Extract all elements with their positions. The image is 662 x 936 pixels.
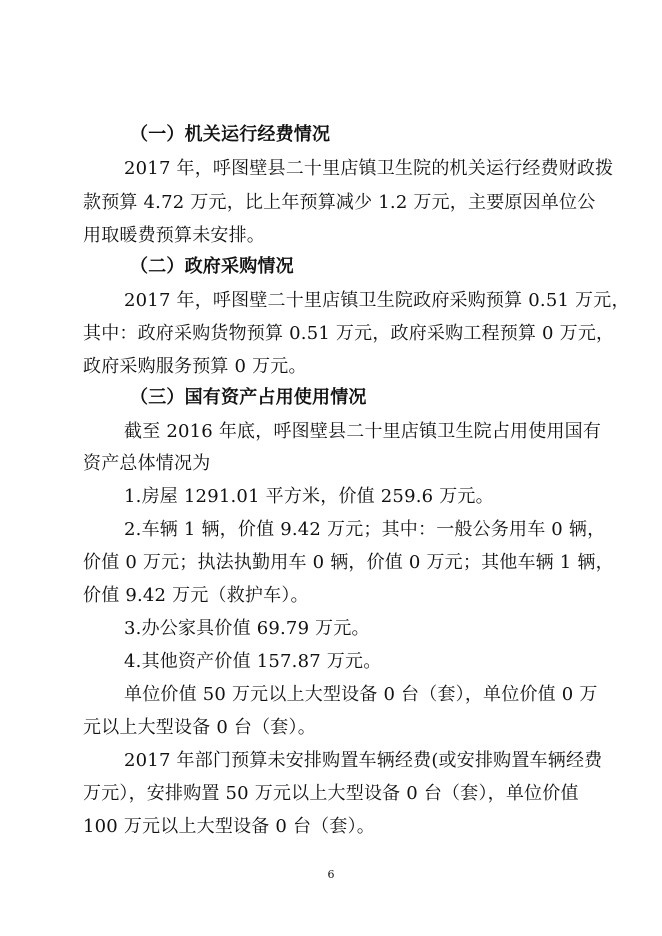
section-heading-1: （一）机关运行经费情况: [130, 124, 331, 145]
text-line: 100 万元以上大型设备 0 台（套）。: [83, 816, 375, 837]
text-line: 其中：政府采购货物预算 0.51 万元，政府采购工程预算 0 万元，: [83, 323, 615, 344]
text-line: 单位价值 50 万元以上大型设备 0 台（套），单位价值 0 万: [124, 684, 598, 705]
text-line: 政府采购服务预算 0 万元。: [83, 356, 307, 377]
text-line: 资产总体情况为: [83, 453, 211, 474]
asset-item-housing: 1.房屋 1291.01 平方米，价值 259.6 万元。: [124, 486, 494, 507]
text-line: 2017 年，呼图壁二十里店镇卫生院政府采购预算 0.51 万元，: [124, 290, 630, 311]
text-line: 元以上大型设备 0 台（套）。: [83, 717, 316, 738]
section-heading-2: （二）政府采购情况: [130, 256, 294, 277]
text-line: 万元），安排购置 50 万元以上大型设备 0 台（套），单位价值: [83, 783, 579, 804]
text-line: 2017 年部门预算未安排购置车辆经费(或安排购置车辆经费: [124, 750, 603, 771]
asset-item-other: 4.其他资产价值 157.87 万元。: [124, 651, 382, 672]
asset-item-vehicles: 2.车辆 1 辆，价值 9.42 万元；其中：一般公务用车 0 辆，: [124, 519, 606, 540]
text-line: 用取暖费预算未安排。: [83, 225, 265, 246]
text-line: 截至 2016 年底，呼图壁县二十里店镇卫生院占用使用国有: [124, 421, 602, 442]
asset-item-furniture: 3.办公家具价值 69.79 万元。: [124, 618, 370, 639]
text-line: 2017 年，呼图壁县二十里店镇卫生院的机关运行经费财政拨: [124, 158, 614, 179]
page-number: 6: [327, 868, 335, 881]
text-line: 价值 9.42 万元（救护车）。: [83, 585, 309, 606]
text-line: 款预算 4.72 万元，比上年预算减少 1.2 万元，主要原因单位公: [83, 192, 596, 213]
section-heading-3: （三）国有资产占用使用情况: [130, 387, 367, 408]
text-line: 价值 0 万元；执法执勤用车 0 辆，价值 0 万元；其他车辆 1 辆，: [83, 552, 614, 573]
